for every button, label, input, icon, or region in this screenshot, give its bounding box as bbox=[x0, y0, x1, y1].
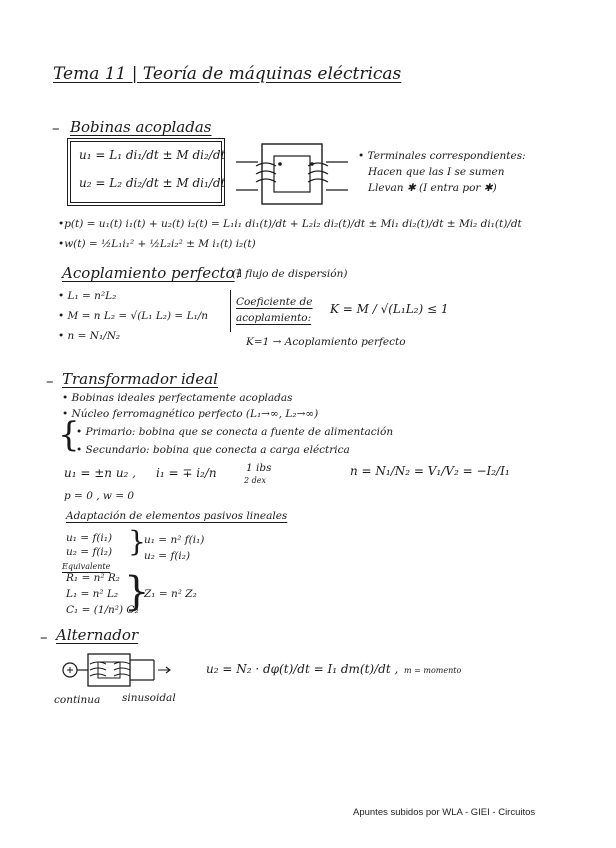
eq-i-relation: i₁ = ∓ i₂/n bbox=[156, 466, 217, 480]
terminal-note-line3: Llevan ✱ (I entra por ✱) bbox=[368, 182, 497, 194]
adapt-right-1: u₁ = n² f(i₁) bbox=[144, 534, 205, 546]
acoplamiento-item-n: • n = N₁/N₂ bbox=[58, 330, 121, 342]
coef-label-line2: acoplamiento: bbox=[236, 312, 312, 324]
coef-formula: K = M / √(L₁L₂) ≤ 1 bbox=[330, 302, 449, 316]
adapt-left-2: u₂ = f(i₂) bbox=[66, 546, 113, 558]
power-zero: p = 0 , w = 0 bbox=[64, 490, 135, 502]
acoplamiento-item-m: • M = n L₂ = √(L₁ L₂) = L₁/n bbox=[58, 310, 209, 322]
ibs-subnote: 2 dex bbox=[244, 476, 266, 485]
section-dash-3: – bbox=[40, 628, 48, 646]
brace-right-2: } bbox=[124, 569, 150, 615]
acoplamiento-note: (∄ flujo de dispersión) bbox=[232, 268, 348, 280]
label-sinusoidal: sinusoidal bbox=[122, 692, 176, 704]
label-continua: continua bbox=[54, 694, 101, 706]
energy-equation: •w(t) = ½L₁i₁² + ½L₂i₂² ± M i₁(t) i₂(t) bbox=[58, 238, 256, 250]
secundario-line: • Secundario: bobina que conecta a carga eléctrica bbox=[76, 444, 350, 456]
section-dash-2: – bbox=[46, 372, 54, 390]
equiv-r: R₁ = n² R₂ bbox=[66, 572, 121, 584]
equiv-c: C₁ = (1/n²) C₂ bbox=[66, 604, 139, 616]
ratio-equation: n = N₁/N₂ = V₁/V₂ = −I₂/I₁ bbox=[350, 464, 510, 478]
equiv-l: L₁ = n² L₂ bbox=[66, 588, 119, 600]
transformador-item-2: • Núcleo ferromagnético perfecto (L₁→∞, L₂→∞) bbox=[62, 408, 319, 420]
transformador-item-1: • Bobinas ideales perfectamente acopladas bbox=[62, 392, 293, 404]
divider-line bbox=[230, 290, 231, 332]
coef-label-line1: Coeficiente de bbox=[236, 296, 313, 308]
alternador-formula-note: m = momento bbox=[404, 666, 462, 675]
coupled-coils-diagram bbox=[236, 140, 352, 210]
acoplamiento-item-l1: • L₁ = n²L₂ bbox=[58, 290, 117, 302]
section-heading-transformador: Transformador ideal bbox=[62, 370, 218, 388]
brace-left: { bbox=[58, 415, 80, 455]
power-equation: •p(t) = u₁(t) i₁(t) + u₂(t) i₂(t) = L₁i₁ di₁(t)/dt + L₂i₂ di₂(t)/dt ± Mi₁ di₂(t)/dt ± Mi₂ di₁(t)/dt bbox=[58, 218, 522, 230]
eq-u-relation: u₁ = ±n u₂ , bbox=[64, 466, 136, 480]
coef-note: K=1 → Acoplamiento perfecto bbox=[246, 336, 406, 348]
terminal-note-line2: Hacen que las I se sumen bbox=[368, 166, 505, 178]
section-dash: – bbox=[52, 119, 60, 137]
section-heading-alternador: Alternador bbox=[56, 626, 139, 644]
equivalente-label: Equivalente bbox=[62, 562, 111, 571]
ibs-note: 1 ibs bbox=[246, 462, 272, 474]
adapt-right-2: u₂ = f(i₂) bbox=[144, 550, 191, 562]
equation-u2: u₂ = L₂ di₂/dt ± M di₁/dt bbox=[79, 176, 226, 190]
adaptacion-heading: Adaptación de elementos pasivos lineales bbox=[66, 510, 288, 522]
footer-credit: Apuntes subidos por WLA - GIEI - Circuitos bbox=[353, 807, 536, 818]
section-heading-acoplamiento: Acoplamiento perfecto bbox=[62, 264, 235, 282]
adapt-left-1: u₁ = f(i₁) bbox=[66, 532, 113, 544]
terminal-note-line1: • Terminales correspondientes: bbox=[358, 150, 526, 162]
primario-line: • Primario: bobina que se conecta a fuente de alimentación bbox=[76, 426, 394, 438]
page-title: Tema 11 | Teoría de máquinas eléctricas bbox=[53, 64, 402, 84]
brace-right-1: } bbox=[128, 525, 146, 558]
equation-u1: u₁ = L₁ di₁/dt ± M di₂/dt bbox=[79, 148, 226, 162]
equations-box bbox=[70, 141, 226, 203]
alternador-formula: u₂ = N₂ · dφ(t)/dt = I₁ dm(t)/dt , bbox=[206, 662, 399, 676]
equiv-z: Z₁ = n² Z₂ bbox=[144, 588, 197, 600]
alternator-diagram bbox=[58, 652, 170, 692]
section-heading-bobinas: Bobinas acopladas bbox=[70, 118, 212, 136]
